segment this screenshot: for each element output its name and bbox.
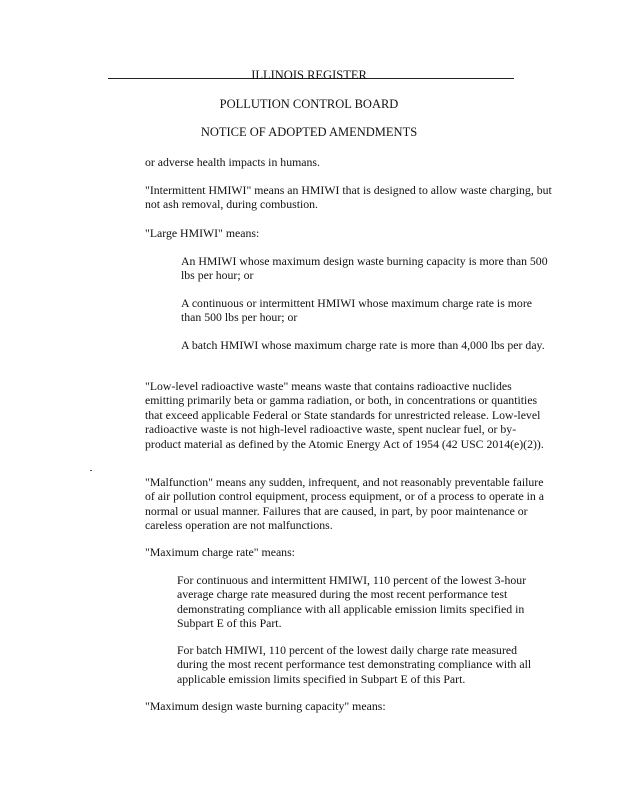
definition-low-level-radioactive-waste: "Low-level radioactive waste" means waste that contains radioactive nuclides emitting primarily beta or gamma radiation, or both, in concentrations or quantities that exceed applicable Federal or State standards for unrestricted release. Low-level radioactive waste is not high-level radioactive waste, spent nuclear fuel, or by-product material as defined by the Atomic Energy Act of 1954 (42 USC 2014(e)(2)). xyxy=(145,379,544,451)
large-hmiwi-item-3: A batch HMIWI whose maximum charge rate is more than 4,000 lbs per day. xyxy=(181,338,545,352)
large-hmiwi-item-2: A continuous or intermittent HMIWI whose maximum charge rate is more than 500 lbs per hour; or xyxy=(181,296,532,325)
definition-intermittent-hmiwi: "Intermittent HMIWI" means an HMIWI that is designed to allow waste charging, but not ash removal, during combustion. xyxy=(145,183,552,212)
definition-maximum-charge-rate: "Maximum charge rate" means: xyxy=(145,545,295,559)
maximum-charge-rate-item-1: For continuous and intermittent HMIWI, 110 percent of the lowest 3-hour average charge rate measured during the most recent performance test demonstrating compliance with all applicable emission limits specified in Subpart E of this Part. xyxy=(177,573,527,631)
paragraph-continuation: or adverse health impacts in humans. xyxy=(145,155,320,169)
maximum-charge-rate-item-2: For batch HMIWI, 110 percent of the lowest daily charge rate measured during the most recent performance test demonstrating compliance with all applicable emission limits specified in Subpart E of this Part. xyxy=(177,643,532,686)
notice-title: NOTICE OF ADOPTED AMENDMENTS xyxy=(200,125,418,139)
margin-mark xyxy=(90,470,92,471)
register-title: ILLINOIS REGISTER xyxy=(251,68,367,82)
definition-malfunction: "Malfunction" means any sudden, infrequent, and not reasonably preventable failure of air pollution control equipment, process equipment, or of a process to operate in a normal or usual manner. Failures that are caused, in part, by poor maintenance or careless operation are not malfunctions. xyxy=(145,475,545,533)
definition-maximum-design-waste-burning-capacity: "Maximum design waste burning capacity" means: xyxy=(145,699,386,713)
large-hmiwi-item-1: An HMIWI whose maximum design waste burning capacity is more than 500 lbs per hour; or xyxy=(181,254,548,283)
definition-large-hmiwi: "Large HMIWI" means: xyxy=(145,226,260,240)
board-title: POLLUTION CONTROL BOARD xyxy=(219,97,399,111)
